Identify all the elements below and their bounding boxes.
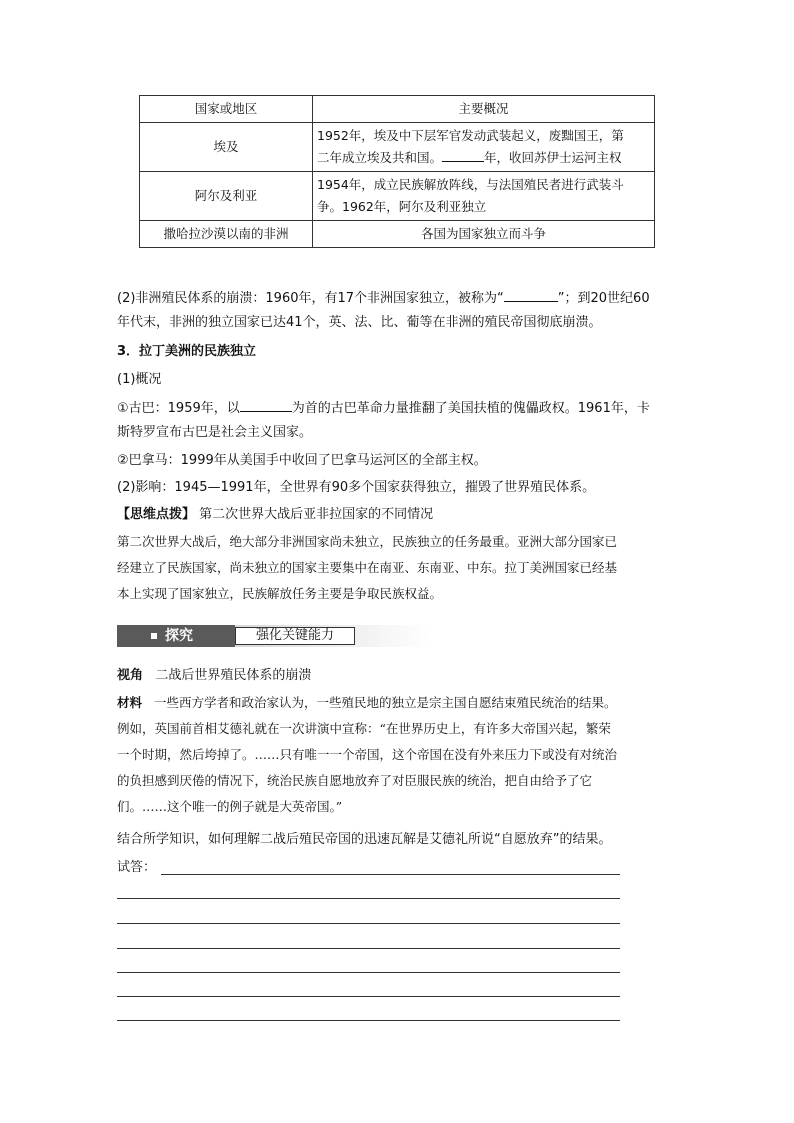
answer-line[interactable] (117, 948, 620, 949)
material-line: 一个时期，然后垮掉了。……只有唯一一个帝国，这个帝国在没有外来压力下或没有对统治 (117, 747, 618, 762)
summary-line (317, 147, 650, 169)
table-cell-region: 埃及 (140, 123, 313, 172)
table-header-row (140, 96, 655, 123)
paragraph-text: ①古巴：1959年，以 (117, 401, 240, 416)
impact-line: (2)影响：1945—1991年，全世界有90多个国家获得独立，摧毁了世界殖民体系。 (117, 480, 596, 495)
answer-line[interactable] (117, 923, 620, 924)
square-bullet-icon (151, 633, 157, 639)
overview-table (139, 95, 655, 248)
material-line: 们。……这个唯一的例子就是大英帝国。” (117, 799, 343, 814)
table-header-summary: 主要概况 (313, 96, 655, 123)
table-cell-summary (313, 172, 655, 221)
tip-label: 【思维点拨】 (117, 507, 196, 522)
table-cell-region: 阿尔及利亚 (140, 172, 313, 221)
angle-heading (117, 666, 311, 686)
summary-line: 1954年，成立民族解放阵线，与法国殖民者进行武装斗 (317, 177, 624, 192)
subheading-overview: (1)概况 (117, 372, 162, 387)
panama-line: ②巴拿马：1999年从美国手中收回了巴拿马运河区的全部主权。 (117, 453, 487, 468)
summary-line: 争。1962年，阿尔及利亚独立 (317, 199, 487, 214)
question-text: 结合所学知识，如何理解二战后殖民帝国的迅速瓦解是艾德礼所说“自愿放弃”的结果。 (117, 832, 612, 847)
answer-line[interactable] (117, 996, 620, 997)
fill-blank-year[interactable] (442, 147, 484, 162)
angle-label: 视角 (117, 668, 144, 683)
summary-text: 年，收回苏伊士运河主权 (484, 150, 622, 165)
africa-collapse-line (117, 287, 650, 309)
cuba-line (117, 397, 650, 419)
material-line (117, 693, 616, 713)
table-row (140, 221, 655, 248)
answer-line[interactable] (117, 898, 620, 899)
explore-banner (117, 625, 430, 647)
fill-blank-year-name[interactable] (504, 287, 558, 302)
tip-line: 第二次世界大战后，绝大部分非洲国家尚未独立，民族独立的任务最重。亚洲大部分国家已 (117, 534, 618, 549)
angle-title: 二战后世界殖民体系的崩溃 (155, 668, 312, 683)
answer-line[interactable] (161, 874, 620, 875)
section-heading: 3．拉丁美洲的民族独立 (117, 344, 257, 359)
thinking-tip-heading (117, 505, 433, 525)
summary-text: 二年成立埃及共和国。 (317, 150, 443, 165)
material-label: 材料 (117, 695, 143, 710)
table-cell-summary (313, 123, 655, 172)
material-line: 例如，英国前首相艾德礼就在一次讲演中宣称：“在世界历史上，有许多大帝国兴起，繁荣 (117, 721, 611, 736)
fill-blank-leader[interactable] (240, 397, 292, 412)
answer-label: 试答： (117, 860, 157, 875)
answer-line[interactable] (117, 972, 620, 973)
paragraph-text: (2)非洲殖民体系的崩溃：1960年，有17个非洲国家独立，被称为“ (117, 291, 504, 306)
table-row (140, 123, 655, 172)
answer-line[interactable] (117, 1020, 620, 1021)
summary-line: 1952年，埃及中下层军官发动武装起义，废黜国王，第 (317, 128, 624, 143)
paragraph-line: 斯特罗宣布古巴是社会主义国家。 (117, 425, 313, 440)
material-line: 的负担感到厌倦的情况下，统治民族自愿地放弃了对臣服民族的统治，把自由给予了它 (117, 773, 593, 788)
table-header-region: 国家或地区 (140, 96, 313, 123)
tip-line: 本上实现了国家独立，民族解放任务主要是争取民族权益。 (117, 586, 443, 601)
table-cell-summary: 各国为国家独立而斗争 (313, 221, 655, 248)
paragraph-text: 为首的古巴革命力量推翻了美国扶植的傀儡政权。1961年，卡 (291, 401, 650, 416)
table-row (140, 172, 655, 221)
paragraph-line: 年代末，非洲的独立国家已达41个，英、法、比、葡等在非洲的殖民帝国彻底崩溃。 (117, 315, 602, 330)
tip-title: 第二次世界大战后亚非拉国家的不同情况 (199, 507, 434, 522)
tip-line: 经建立了民族国家，尚未独立的国家主要集中在南亚、东南亚、中东。拉丁美洲国家已经基 (117, 560, 618, 575)
paragraph-text: ”；到20世纪60 (557, 291, 650, 306)
banner-title: 探究 (165, 628, 193, 644)
table-cell-region: 撒哈拉沙漠以南的非洲 (140, 221, 313, 248)
banner-subtitle: 强化关键能力 (235, 627, 355, 645)
material-text: 一些西方学者和政治家认为，一些殖民地的独立是宗主国自愿结束殖民统治的结果。 (153, 695, 617, 710)
